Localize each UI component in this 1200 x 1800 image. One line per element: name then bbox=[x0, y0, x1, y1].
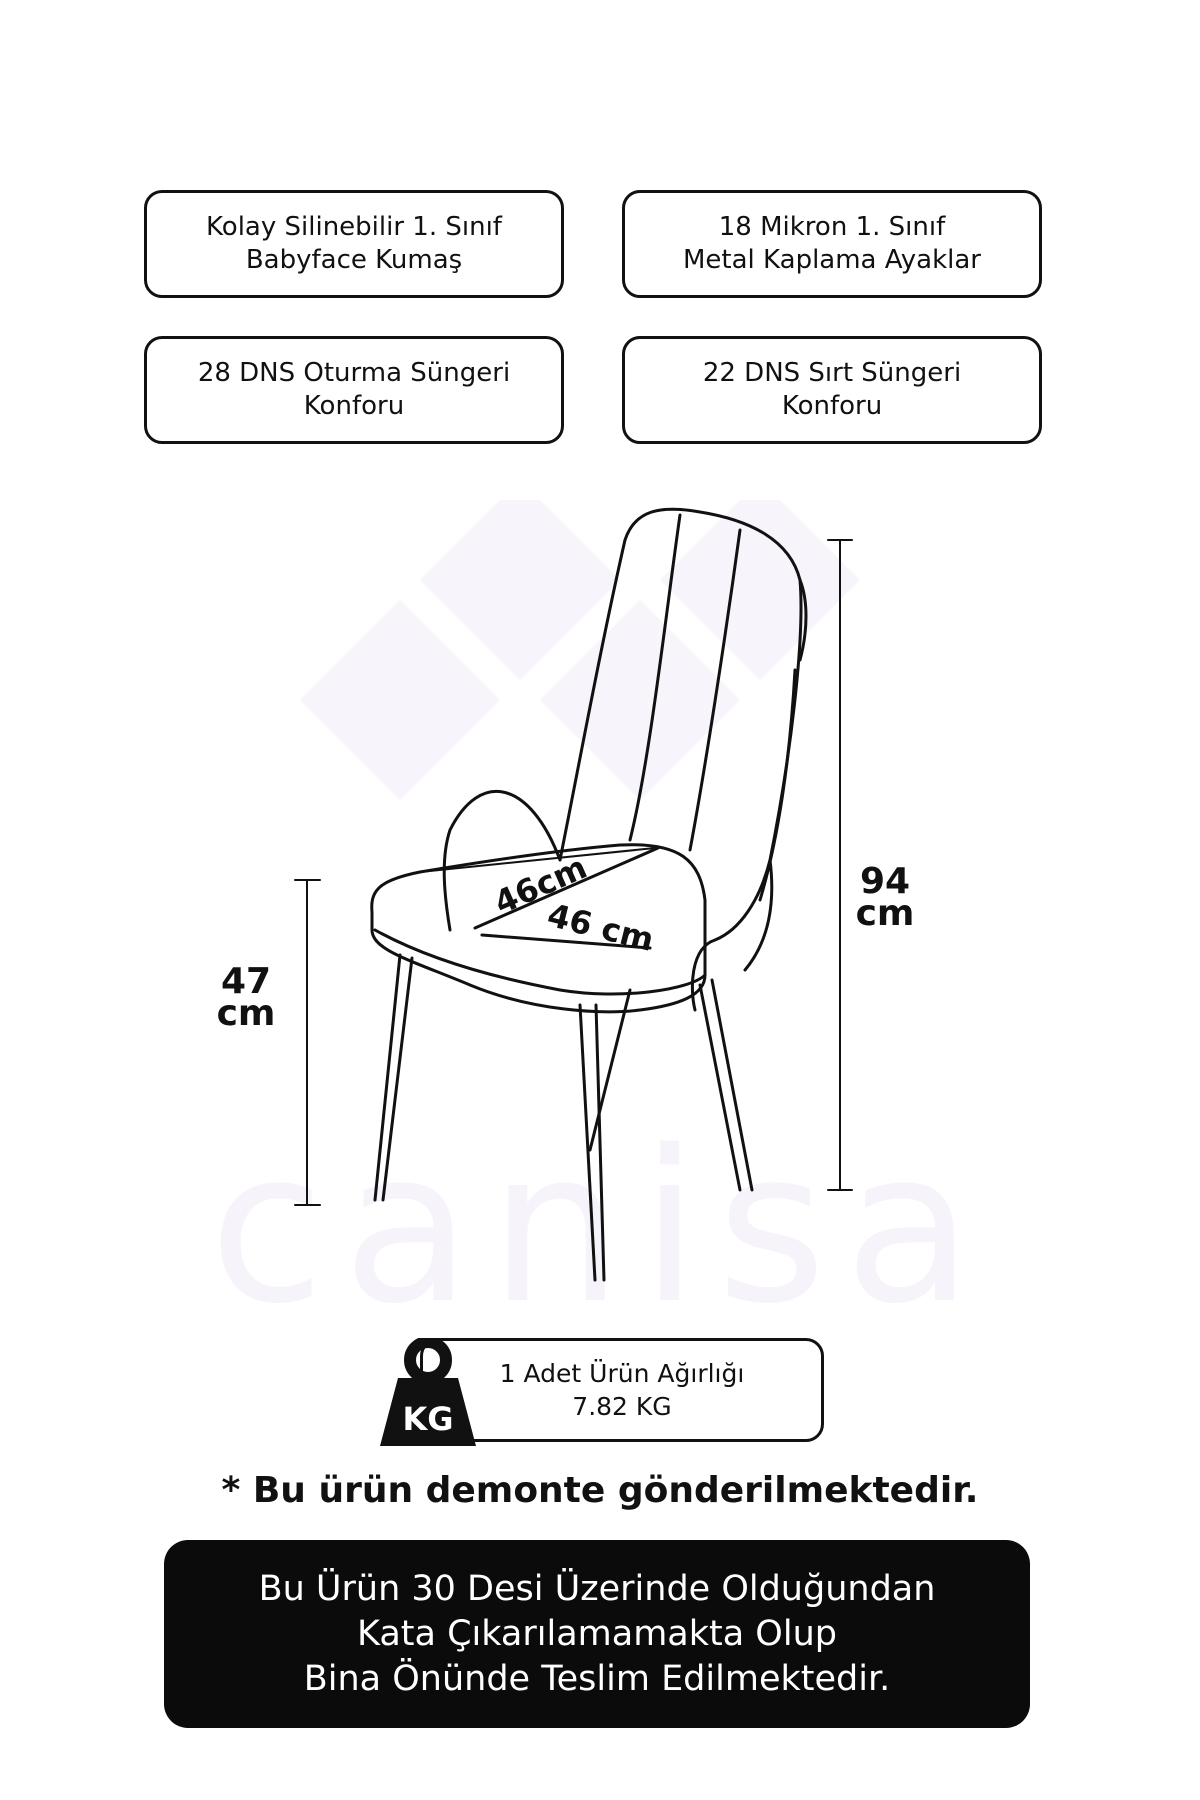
feature-line: Kolay Silinebilir 1. Sınıf bbox=[206, 212, 502, 242]
feature-box-legs bbox=[622, 190, 1042, 298]
seat-depth-label: 46cm bbox=[488, 847, 593, 923]
kettlebell-weight-icon bbox=[378, 1338, 478, 1448]
feature-box-back-foam bbox=[622, 336, 1042, 444]
feature-line: 28 DNS Oturma Süngeri bbox=[197, 358, 511, 388]
total-height-value: 94 bbox=[859, 861, 911, 902]
seat-height-unit: cm bbox=[216, 993, 276, 1034]
feature-line: Konforu bbox=[303, 391, 405, 421]
seat-height-label bbox=[206, 961, 286, 1034]
delivery-notice-line: Bina Önünde Teslim Edilmektedir. bbox=[303, 1658, 891, 1699]
total-height-unit: cm bbox=[855, 893, 915, 934]
chair-diagram bbox=[0, 470, 1200, 1330]
feature-line: Babyface Kumaş bbox=[245, 245, 463, 275]
feature-box-fabric bbox=[144, 190, 564, 298]
feature-line: 22 DNS Sırt Süngeri bbox=[702, 358, 962, 388]
feature-line: Konforu bbox=[781, 391, 883, 421]
total-height-label bbox=[845, 861, 925, 934]
weight-icon-label: KG bbox=[402, 1400, 454, 1438]
delivery-notice-line: Bu Ürün 30 Desi Üzerinde Olduğundan bbox=[258, 1568, 936, 1609]
delivery-notice bbox=[164, 1540, 1030, 1728]
weight-value: 7.82 KG bbox=[572, 1392, 672, 1421]
disassembled-note: * Bu ürün demonte gönderilmektedir. bbox=[221, 1470, 979, 1511]
seat-width-label: 46 cm bbox=[543, 895, 658, 959]
feature-line: 18 Mikron 1. Sınıf bbox=[718, 212, 946, 242]
seat-height-value: 47 bbox=[220, 961, 272, 1002]
delivery-notice-line: Kata Çıkarılamamakta Olup bbox=[357, 1613, 837, 1654]
weight-label: 1 Adet Ürün Ağırlığı bbox=[499, 1359, 745, 1388]
brand-watermark: canisa bbox=[209, 1105, 991, 1350]
weight-box bbox=[420, 1338, 824, 1442]
feature-box-seat-foam bbox=[144, 336, 564, 444]
feature-line: Metal Kaplama Ayaklar bbox=[683, 245, 981, 275]
